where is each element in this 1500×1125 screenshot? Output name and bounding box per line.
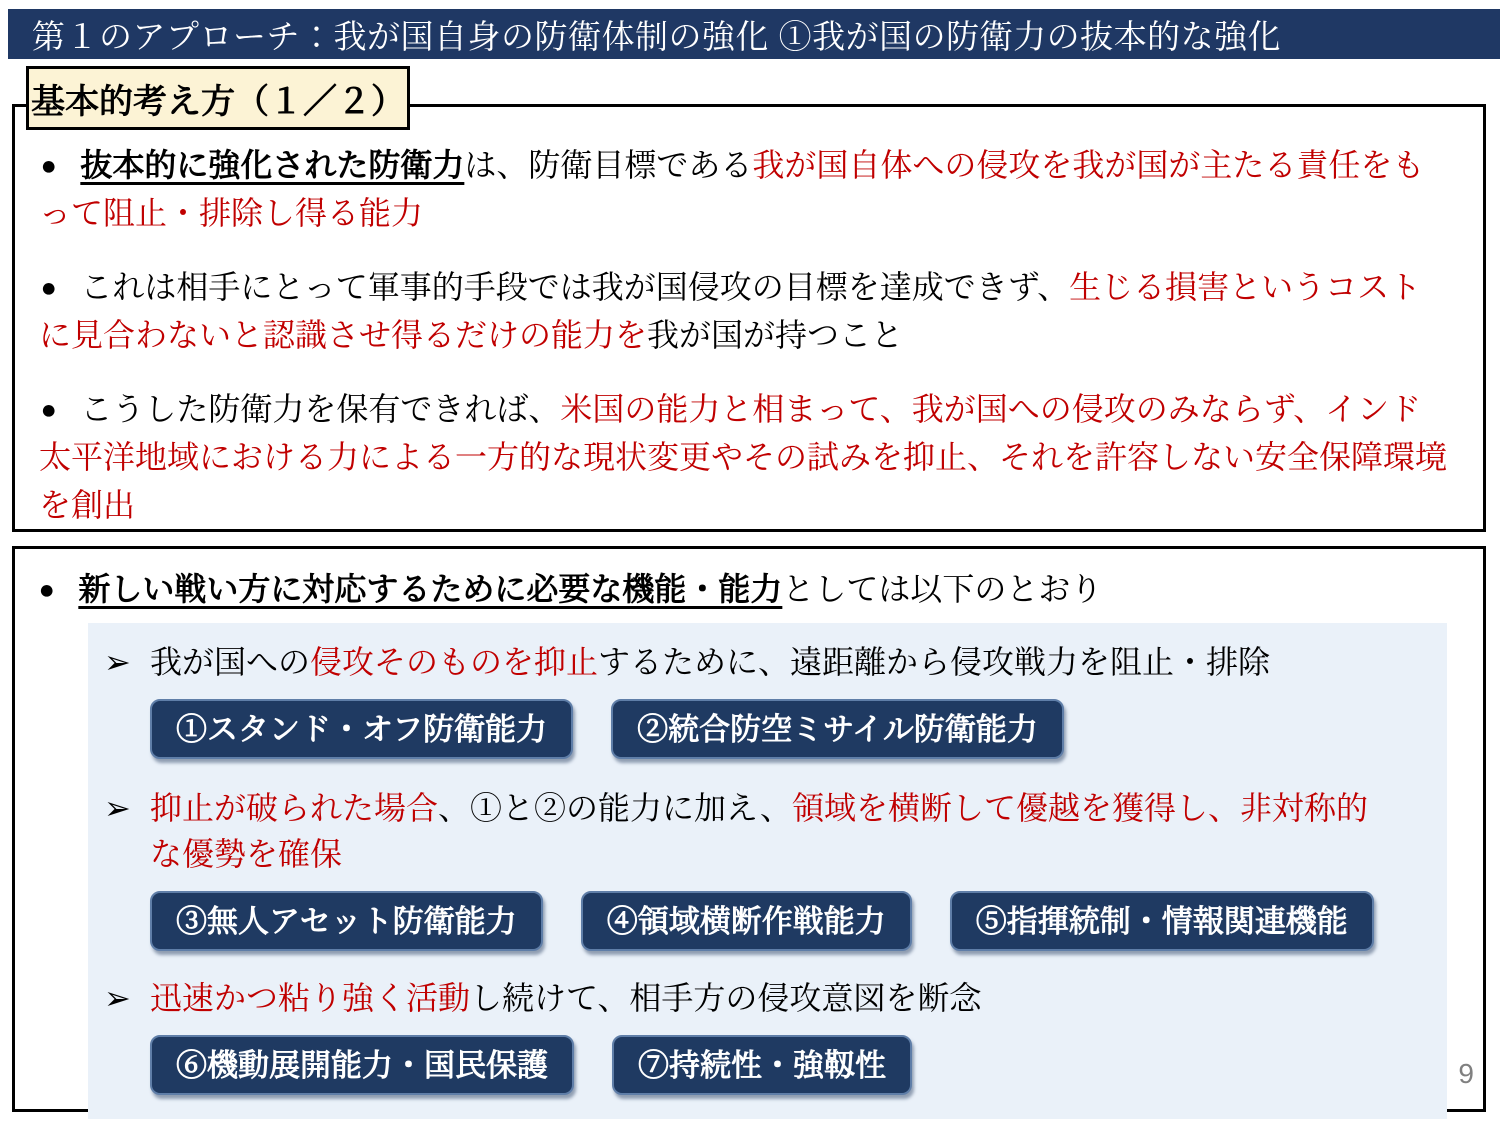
text-segment: は、防衛目標である (464, 147, 753, 183)
header-bar (8, 9, 1500, 59)
text-segment: するために、遠距離から侵攻戦力を阻止・排除 (598, 644, 1271, 680)
text-segment: 生じる損害というコストに見合わないと認識させ得るだけの能力を (39, 269, 1422, 353)
capability-panel (88, 623, 1447, 1119)
basic-concept-box (12, 104, 1486, 532)
title-plate (26, 66, 410, 130)
text-segment: こうした防衛力を保有できれば、 (80, 391, 561, 427)
arrow-icon: ➢ (104, 790, 131, 826)
text-segment: し続けて、相手方の侵攻意図を断念 (470, 980, 982, 1016)
bullet-deterrence (39, 385, 1453, 529)
badge-unmanned-asset-defense: ③無人アセット防衛能力 (150, 891, 543, 951)
bullet-capability (39, 141, 1453, 237)
badge-standoff-defense: ①スタンド・オフ防衛能力 (150, 699, 573, 759)
arrow-icon: ➢ (104, 980, 131, 1016)
badge-mobile-deployment-civil-protection: ⑥機動展開能力・国民保護 (150, 1035, 574, 1095)
bullet-icon: ● (40, 149, 57, 181)
capability-badge-row-1 (150, 699, 1423, 759)
bullet-cost-recognition (39, 263, 1453, 359)
text-segment: これは相手にとって軍事的手段では我が国侵攻の目標を達成できず、 (80, 269, 1070, 305)
header-title: 第１のアプローチ：我が国自身の防衛体制の強化 ①我が国の防衛力の抜本的な強化 (32, 17, 1282, 55)
text-segment: 、①と②の能力に加え、 (438, 790, 792, 826)
functions-capabilities-box (12, 546, 1486, 1112)
text-segment: 米国の能力と相まって、我が国への侵攻のみならず、インド太平洋地域における力による一方的な現状変更やその試みを抑止、それを許容しない安全保障環境を創出 (39, 391, 1448, 523)
text-segment: 我が国が持つこと (647, 317, 904, 353)
text-segment: 領域を横断して優越を獲得し、非対称的な優勢を確保 (150, 790, 1368, 872)
arrow-item-if-deterrence-fails (100, 785, 1423, 877)
text-segment: 迅速かつ粘り強く活動 (150, 980, 471, 1016)
badge-command-control-intelligence: ⑤指揮統制・情報関連機能 (950, 891, 1374, 951)
page-number: 9 (1458, 1058, 1474, 1089)
bullet-icon: ● (38, 573, 55, 605)
text-segment: としては以下のとおり (782, 571, 1103, 607)
text-segment: 新しい戦い方に対応するために必要な機能・能力 (78, 571, 783, 607)
capability-badge-row-2 (150, 891, 1423, 951)
lead-bullet (37, 565, 1483, 613)
arrow-item-persistent-activity (100, 975, 1423, 1021)
bullet-icon: ● (40, 271, 57, 303)
badge-cross-domain-operations: ④領域横断作戦能力 (581, 891, 912, 951)
text-segment: 抑止が破られた場合 (150, 790, 439, 826)
text-segment: 我が国への (150, 644, 311, 680)
badge-sustainability-resilience: ⑦持続性・強靱性 (612, 1035, 912, 1095)
badge-integrated-air-missile-defense: ②統合防空ミサイル防衛能力 (611, 699, 1064, 759)
arrow-icon: ➢ (104, 644, 131, 680)
bullet-icon: ● (40, 393, 57, 425)
text-segment: 抜本的に強化された防衛力 (80, 147, 465, 183)
capability-badge-row-3 (150, 1035, 1423, 1095)
title-plate-label: 基本的考え方（１／２） (31, 82, 405, 121)
text-segment: 我が国自体への侵攻を我が国が主たる責任をもって阻止・排除し得る能力 (39, 147, 1425, 231)
arrow-item-deter-invasion (100, 639, 1423, 685)
text-segment: 侵攻そのものを抑止 (310, 644, 599, 680)
